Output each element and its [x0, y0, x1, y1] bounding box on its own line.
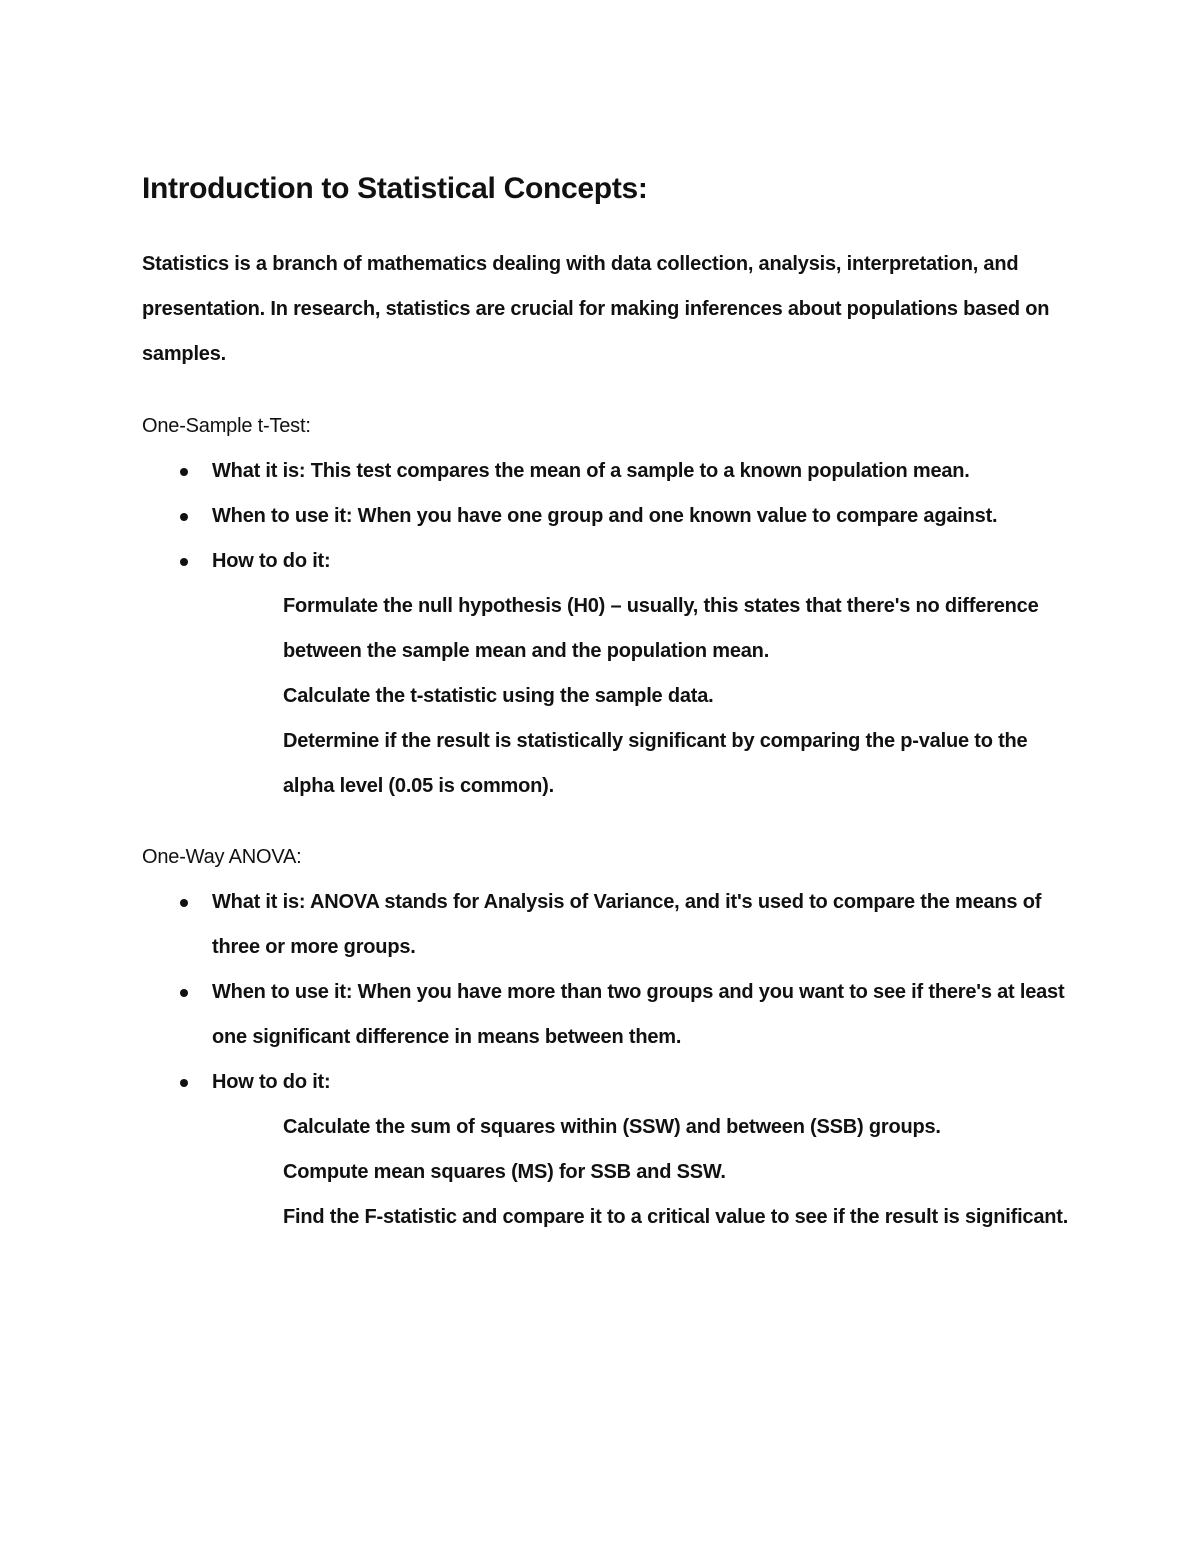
bullet-text: How to do it:: [212, 550, 331, 572]
bullet-item: [142, 494, 1072, 539]
step-item: Formulate the null hypothesis (H0) – usually, this states that there's no difference between the sample mean and the population mean.: [283, 595, 1039, 662]
bullet-icon: [180, 513, 188, 521]
one-sample-t-test-steps: [142, 584, 1072, 809]
bullet-text: How to do it:: [212, 1071, 331, 1093]
one-way-anova-steps: [142, 1105, 1072, 1240]
step-item: Calculate the sum of squares within (SSW) and between (SSB) groups.: [283, 1116, 941, 1138]
bullet-icon: [180, 468, 188, 476]
bullet-icon: [180, 899, 188, 907]
bullet-icon: [180, 558, 188, 566]
step-item: Find the F-statistic and compare it to a critical value to see if the result is significant.: [283, 1206, 1069, 1228]
intro-paragraph: Statistics is a branch of mathematics dealing with data collection, analysis, interpretation, and presentation. In research, statistics are crucial for making inferences about populations based on samples.: [142, 253, 1050, 365]
one-way-anova-bullet-list: [142, 880, 1072, 1105]
bullet-text: What it is: This test compares the mean of a sample to a known population mean.: [212, 460, 970, 482]
step-item: Calculate the t-statistic using the sample data.: [283, 685, 714, 707]
bullet-text: When to use it: When you have one group and one known value to compare against.: [212, 505, 998, 527]
bullet-icon: [180, 989, 188, 997]
document-content: [142, 170, 1072, 1240]
bullet-item: [142, 539, 1072, 584]
step-item: Compute mean squares (MS) for SSB and SSW.: [283, 1161, 726, 1183]
section-heading-one-sample-t-test: One-Sample t-Test:: [142, 415, 311, 437]
bullet-item: [142, 970, 1072, 1060]
bullet-item: [142, 1060, 1072, 1105]
bullet-item: [142, 880, 1072, 970]
bullet-text: What it is: ANOVA stands for Analysis of Variance, and it's used to compare the means of three or more groups.: [212, 891, 1042, 958]
section-heading-one-way-anova: One-Way ANOVA:: [142, 846, 302, 868]
document-title: Introduction to Statistical Concepts:: [142, 172, 648, 205]
bullet-icon: [180, 1079, 188, 1087]
one-sample-t-test-bullet-list: [142, 449, 1072, 584]
bullet-item: [142, 449, 1072, 494]
bullet-text: When to use it: When you have more than two groups and you want to see if there's at least one significant difference in means between them.: [212, 981, 1065, 1048]
step-item: Determine if the result is statistically significant by comparing the p-value to the alpha level (0.05 is common).: [283, 730, 1028, 797]
